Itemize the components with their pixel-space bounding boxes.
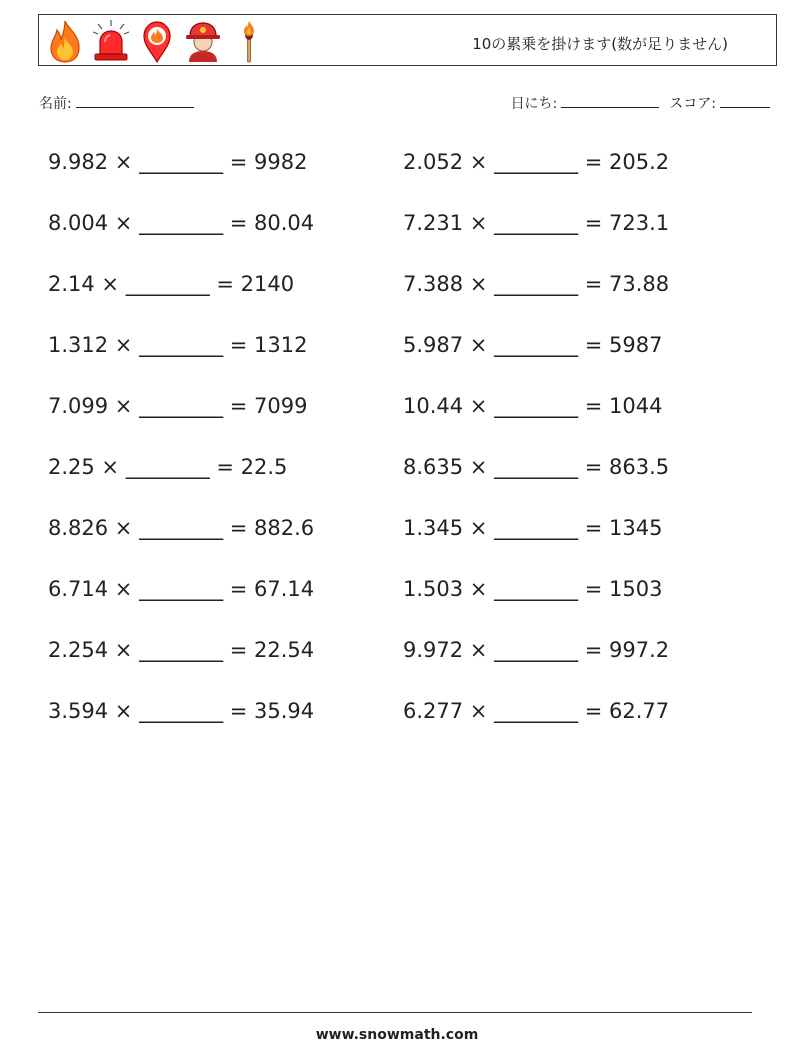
- date-score-section: [511, 93, 770, 113]
- problem-4-2: 5.987 × ________ = 5987: [403, 333, 663, 357]
- name-field[interactable]: [76, 93, 194, 108]
- firefighter-icon: [181, 18, 225, 64]
- fire-location-pin-icon: [135, 18, 179, 64]
- footer-url: www.snowmath.com: [315, 1027, 479, 1043]
- problem-9-2: 9.972 × ________ = 997.2: [403, 638, 670, 662]
- problem-8-2: 1.503 × ________ = 1503: [403, 577, 663, 601]
- footer-divider: [38, 1012, 752, 1013]
- problem-1-1: 9.982 × ________ = 9982: [48, 150, 308, 174]
- problem-9-1: 2.254 × ________ = 22.54: [48, 638, 315, 662]
- problem-10-1: 3.594 × ________ = 35.94: [48, 699, 315, 723]
- problem-6-1: 2.25 × ________ = 22.5: [48, 455, 288, 479]
- worksheet-header: [38, 14, 777, 66]
- header-icons: [43, 18, 271, 64]
- problem-8-1: 6.714 × ________ = 67.14: [48, 577, 315, 601]
- problem-6-2: 8.635 × ________ = 863.5: [403, 455, 670, 479]
- problem-4-1: 1.312 × ________ = 1312: [48, 333, 308, 357]
- problem-7-1: 8.826 × ________ = 882.6: [48, 516, 315, 540]
- name-section: [39, 93, 194, 113]
- problem-10-2: 6.277 × ________ = 62.77: [403, 699, 670, 723]
- name-label: 名前:: [39, 96, 72, 112]
- problem-3-2: 7.388 × ________ = 73.88: [403, 272, 670, 296]
- problem-7-2: 1.345 × ________ = 1345: [403, 516, 663, 540]
- score-label: スコア:: [669, 96, 716, 112]
- problem-1-2: 2.052 × ________ = 205.2: [403, 150, 670, 174]
- problem-5-1: 7.099 × ________ = 7099: [48, 394, 308, 418]
- score-field[interactable]: [720, 93, 770, 108]
- problem-2-2: 7.231 × ________ = 723.1: [403, 211, 670, 235]
- matchstick-icon: [227, 18, 271, 64]
- worksheet-title: 10の累乗を掛けます(数が足りません): [472, 35, 728, 53]
- date-field[interactable]: [561, 93, 659, 108]
- siren-icon: [89, 18, 133, 64]
- problem-2-1: 8.004 × ________ = 80.04: [48, 211, 315, 235]
- problem-3-1: 2.14 × ________ = 2140: [48, 272, 295, 296]
- problem-5-2: 10.44 × ________ = 1044: [403, 394, 663, 418]
- date-label: 日にち:: [510, 96, 558, 112]
- fire-icon: [43, 18, 87, 64]
